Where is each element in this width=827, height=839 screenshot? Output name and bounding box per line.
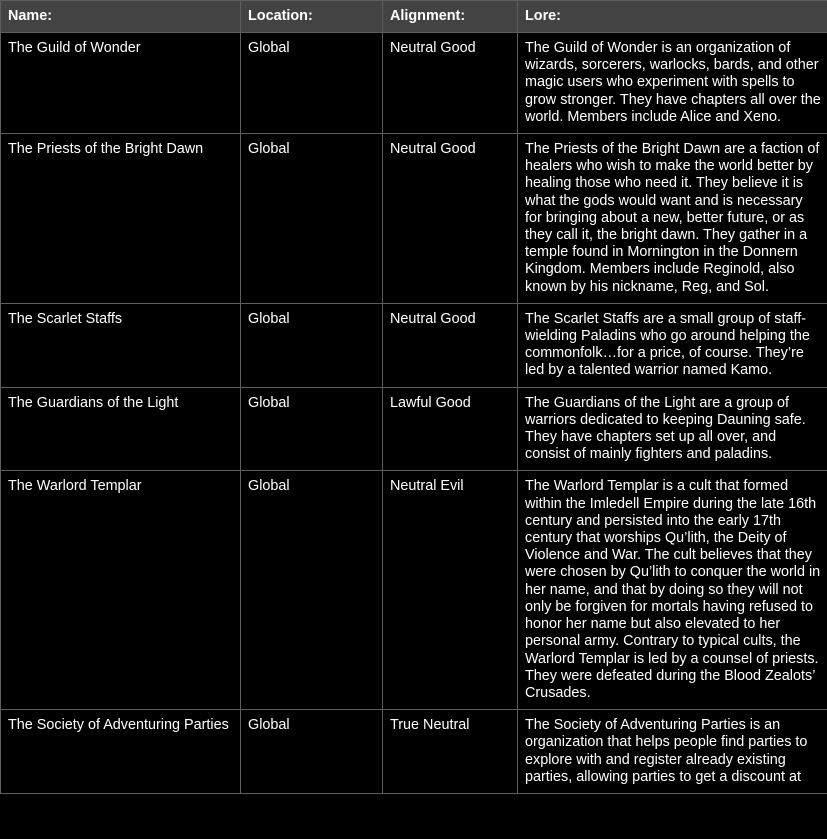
header-row xyxy=(1,1,827,33)
faction-name: The Scarlet Staffs xyxy=(1,303,241,387)
table-row xyxy=(1,303,827,387)
faction-name: The Priests of the Bright Dawn xyxy=(1,134,241,304)
faction-alignment: Neutral Good xyxy=(383,33,518,134)
faction-alignment: Neutral Good xyxy=(383,303,518,387)
faction-name: The Warlord Templar xyxy=(1,471,241,710)
table-row xyxy=(1,471,827,710)
faction-location: Global xyxy=(241,387,383,471)
faction-alignment: Lawful Good xyxy=(383,387,518,471)
faction-name: The Society of Adventuring Parties xyxy=(1,710,241,794)
faction-lore: The Warlord Templar is a cult that formed within the Imledell Empire during the late 16th century and persisted into the early 17th century that worships Qu’lith, the Deity of Violence and War. The cult believes that they were chosen by Qu’lith to conquer the world in her name, and that by doing so they will not only be forgiven for mortals having refused to honor her name but also elevated to her personal army. Contrary to typical cults, the Warlord Templar is led by a counsel of priests. They were defeated during the Blood Zealots’ Crusades. xyxy=(518,471,827,710)
column-header-name: Name: xyxy=(1,1,241,33)
table-row xyxy=(1,387,827,471)
faction-name: The Guardians of the Light xyxy=(1,387,241,471)
faction-lore: The Guild of Wonder is an organization of wizards, sorcerers, warlocks, bards, and other magic users who experiment with spells to grow stronger. They have chapters all over the world. Members include Alice and Xeno. xyxy=(518,33,827,134)
column-header-alignment: Alignment: xyxy=(383,1,518,33)
faction-alignment: True Neutral xyxy=(383,710,518,794)
faction-alignment: Neutral Good xyxy=(383,134,518,304)
faction-alignment: Neutral Evil xyxy=(383,471,518,710)
faction-lore: The Society of Adventuring Parties is an organization that helps people find parties to explore with and register already existing parties, allowing parties to get a discount at xyxy=(518,710,827,794)
faction-location: Global xyxy=(241,710,383,794)
faction-lore: The Guardians of the Light are a group of warriors dedicated to keeping Dauning safe. They have chapters set up all over, and consist of mainly fighters and paladins. xyxy=(518,387,827,471)
column-header-location: Location: xyxy=(241,1,383,33)
table-row xyxy=(1,134,827,304)
table-row xyxy=(1,33,827,134)
faction-lore: The Priests of the Bright Dawn are a faction of healers who wish to make the world better by healing those who need it. They believe it is what the gods would want and is necessary for bringing about a new, better future, or as they call it, the bright dawn. They gather in a temple found in Mornington in the Donnern Kingdom. Members include Reginold, also known by his nickname, Reg, and Sol. xyxy=(518,134,827,304)
faction-location: Global xyxy=(241,471,383,710)
faction-location: Global xyxy=(241,33,383,134)
table-row xyxy=(1,710,827,794)
faction-name: The Guild of Wonder xyxy=(1,33,241,134)
faction-lore: The Scarlet Staffs are a small group of staff-wielding Paladins who go around helping the commonfolk…for a price, of course. They’re led by a talented warrior named Kamo. xyxy=(518,303,827,387)
faction-location: Global xyxy=(241,303,383,387)
column-header-lore: Lore: xyxy=(518,1,827,33)
faction-location: Global xyxy=(241,134,383,304)
